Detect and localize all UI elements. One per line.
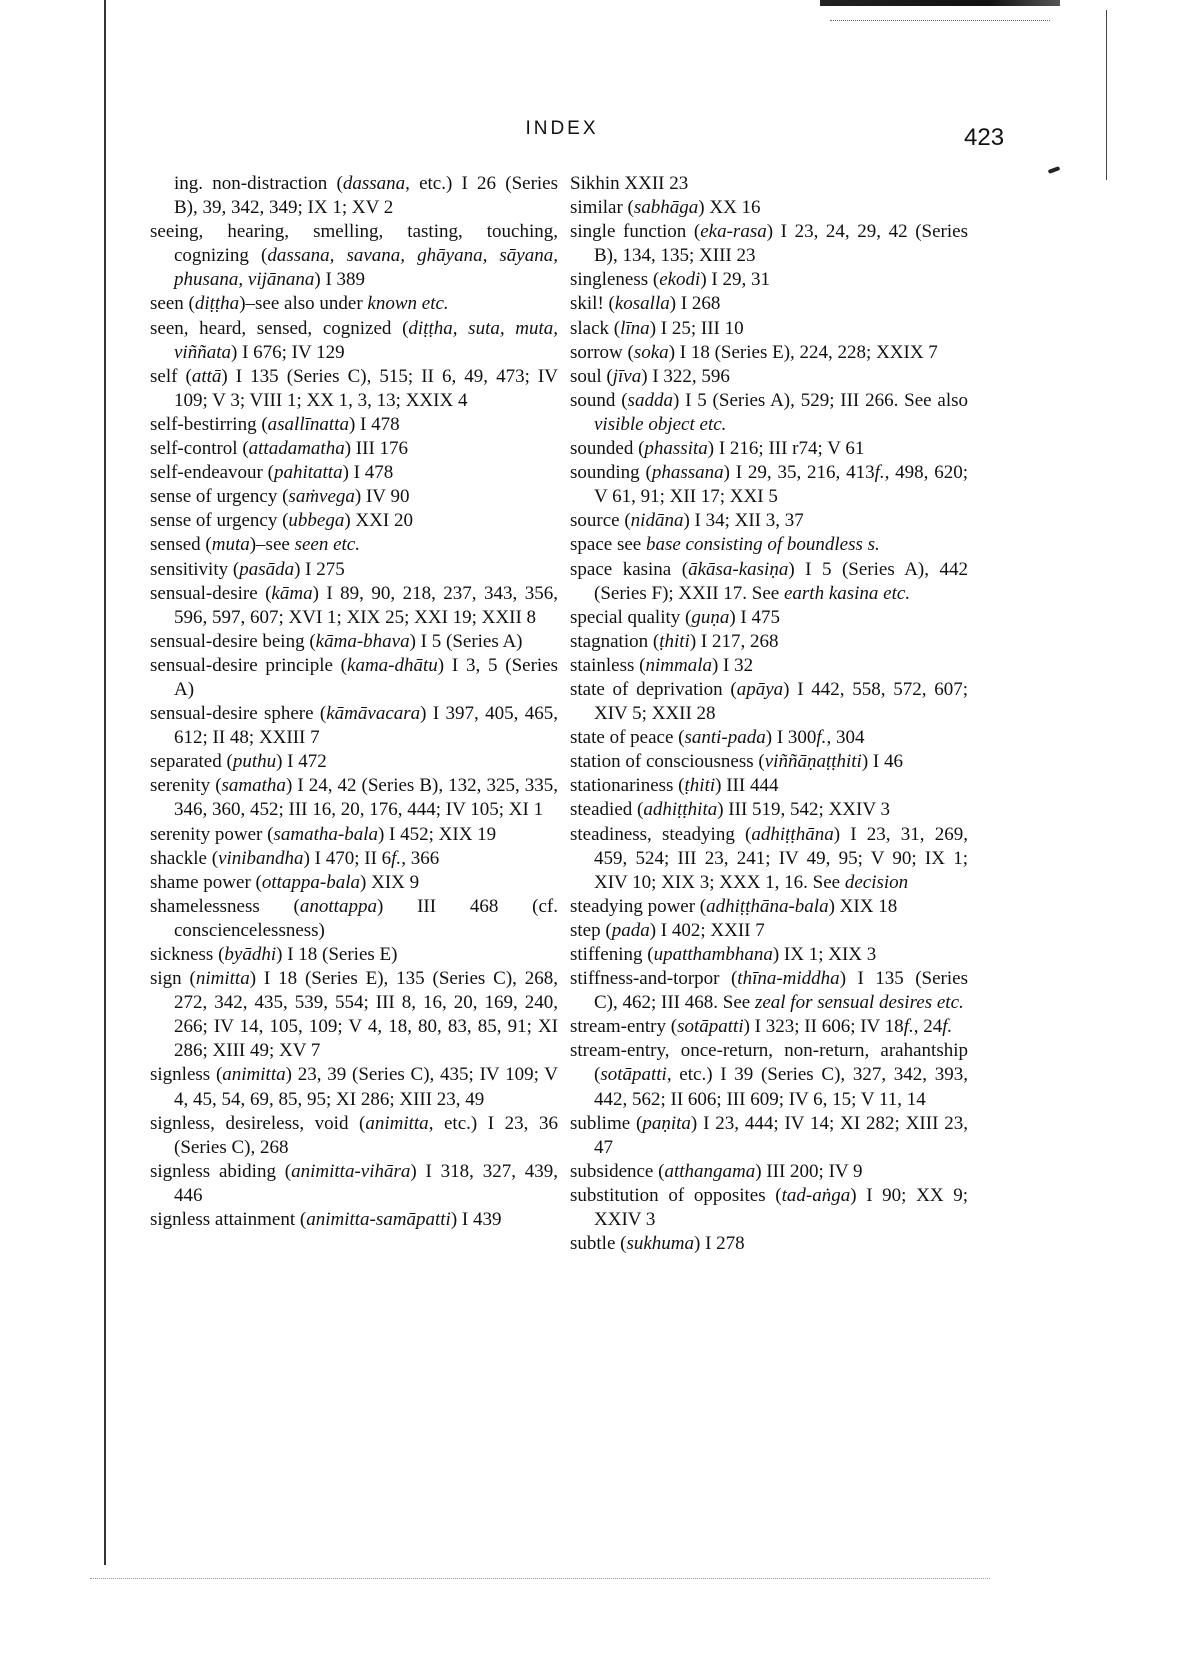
entry-text: ) I 18 (Series E) [276,944,398,965]
index-entry [150,702,558,750]
entry-text: serenity ( [150,775,222,797]
entry-text: step ( [570,919,612,941]
entry-text: ) I 46 [861,751,903,773]
entry-text: ) I 5 (Series A) [409,630,523,652]
running-head-text: INDEX [525,118,599,139]
pali-term: earth kasina etc. [783,582,911,604]
pali-term: f. [816,727,827,749]
pali-term: known etc. [367,293,449,315]
entry-text: sorrow ( [570,341,634,363]
entry-text: ) III 176 [344,438,409,460]
entry-text: ) I 275 [294,558,345,580]
entry-text: stiffening ( [570,944,654,965]
entry-text: soul ( [570,365,613,387]
entry-text: , 24 [913,1016,943,1038]
entry-text: stream-entry, once-return, non-return, arahantship ( [570,1040,968,1086]
entry-text: , 304 [826,727,865,749]
pali-term: kāmāvacara [326,703,421,725]
pali-term: f. [903,1016,914,1038]
index-entry [150,317,558,365]
pali-term: adhiṭṭhāna-bala [706,895,829,917]
entry-text: ) IV 90 [354,486,410,508]
index-entry [150,1160,558,1208]
pali-term: puthu [232,751,277,773]
pali-term: decision [844,871,909,893]
entry-text: sense of urgency ( [150,486,289,508]
entry-text: stainless ( [570,654,646,676]
pali-term: sukhuma [626,1233,695,1255]
index-entry [570,220,968,268]
entry-text: , 366 [401,847,440,869]
entry-text: steadied ( [570,799,644,821]
entry-text: stationariness ( [570,775,685,797]
pali-term: kāma-bhava [315,630,410,652]
entry-text: ) I 323; II 606; IV 18 [743,1016,904,1038]
entry-text: ) I 3, 5 (Series A) [174,654,558,700]
entry-text: ) I 475 [729,606,781,628]
pali-term: adhiṭṭhāna [751,823,834,845]
index-entry [570,750,968,774]
pali-term: f. [391,847,402,869]
pali-term: nidāna [630,510,684,532]
pali-term: diṭṭha, suta, muta, viññata [174,317,559,363]
entry-text: signless ( [150,1064,223,1086]
pali-term: byādhi [224,944,277,965]
index-entry [570,437,968,461]
entry-text: )–see also under [239,293,368,315]
index-entry [570,654,968,678]
pali-term: f. [874,462,885,484]
index-entry [570,606,968,630]
pali-term: ubbega [288,510,345,532]
pali-term: ottappa-bala [261,871,361,893]
entry-text: ) I 23, 24, 29, 42 (Series B), 134, 135; XIII 23 [594,221,968,267]
entry-text: ) I 318, 327, 439, 446 [174,1160,559,1206]
entry-text: ) III 444 [715,775,779,797]
pali-term: tad-aṅga [781,1184,851,1206]
entry-text: sounded ( [570,438,645,460]
index-entry [570,678,968,726]
entry-text: Sikhin XXII 23 [570,173,689,194]
entry-text: , 498, 620; V 61, 91; XII 17; XXI 5 [594,462,969,508]
index-entry [150,1208,558,1232]
entry-text: sign ( [150,968,196,990]
entry-text: subtle ( [570,1233,627,1255]
pali-term: samatha [221,775,286,797]
index-entry [570,1015,968,1039]
entry-text: sensual-desire ( [150,582,272,604]
index-entry [150,943,558,967]
index-entry [150,365,558,413]
index-entry [150,1112,558,1160]
pali-term: ekodi [659,269,701,291]
pali-term: samatha-bala [273,823,378,845]
pali-term: nimitta [195,968,250,990]
pali-term: pada [611,919,650,941]
entry-text: ) I 216; III r74; V 61 [707,438,865,460]
entry-text: ) I 89, 90, 218, 237, 343, 356, 596, 597, 607; XVI 1; XIX 25; XXI 19; XXII 8 [174,582,558,628]
entry-text: sensual-desire being ( [150,630,316,652]
pali-term: sotāpatti [677,1016,744,1038]
entry-text: ) I 217, 268 [689,630,779,652]
entry-text: ) I 676; IV 129 [231,341,345,363]
page-right-edge [1106,10,1107,180]
pali-term: vinibandha [218,847,304,869]
page-left-edge [104,0,106,1565]
index-entry [150,823,558,847]
index-entry [570,509,968,533]
pali-term: adhiṭṭhita [643,799,718,821]
entry-text: ) III 519, 542; XXIV 3 [717,799,890,821]
index-entry [570,1039,968,1111]
pali-term: kāma [271,582,313,604]
scan-smudge [1048,166,1061,174]
pali-term: f. [942,1016,953,1038]
entry-text: ) I 470; II 6 [303,847,392,869]
entry-text: ) I 397, 405, 465, 612; II 48; XXIII 7 [174,703,558,749]
entry-text: similar ( [570,197,634,219]
index-column-left [150,172,558,1232]
entry-text: ) I 300 [765,727,817,749]
entry-text: sensitivity ( [150,558,240,580]
entry-text: serenity power ( [150,823,274,845]
pali-term: animitta [365,1112,429,1134]
entry-text: ) III 200; IV 9 [755,1160,863,1182]
entry-text: sounding ( [570,462,652,484]
entry-text: ) I 24, 42 (Series B), 132, 325, 335, 346, 360, 452; III 16, 20, 176, 444; IV 105; XI 1 [174,775,558,821]
index-entry [150,847,558,871]
entry-text: space see [570,534,646,556]
index-entry [570,268,968,292]
index-entry [150,895,558,943]
index-entry [570,895,968,919]
entry-text: , etc.) I 23, 36 (Series C), 268 [174,1112,558,1158]
entry-text: self ( [150,365,192,387]
pali-term: animitta-vihāra [291,1160,411,1182]
index-entry [150,485,558,509]
pali-term: sadda [627,389,673,411]
pali-term: upatthambhana [653,944,773,965]
entry-text: ) XXI 20 [344,510,413,532]
pali-term: dassana, savana, ghāyana, sāyana, phusana, vijānana [174,245,558,291]
index-entry [150,654,558,702]
entry-text: stagnation ( [570,630,660,652]
entry-text: space kasina ( [570,558,689,580]
entry-text: ) I 452; XIX 19 [377,823,497,845]
entry-text: signless attainment ( [150,1209,307,1231]
entry-text: ) I 439 [450,1209,502,1231]
entry-text: ) I 29, 35, 216, 413 [723,462,875,484]
entry-text: ) 23, 39 (Series C), 435; IV 109; V 4, 45, 54, 69, 85, 95; XI 286; XIII 23, 49 [174,1064,559,1110]
entry-text: self-control ( [150,438,249,460]
entry-text: subsidence ( [570,1160,665,1182]
index-entry [570,967,968,1015]
entry-text: sickness ( [150,944,225,965]
pali-term: santi-pada [684,727,766,749]
pali-term: muta [211,534,250,556]
pali-term: kosalla [614,293,670,315]
entry-text: seen, heard, sensed, cognized ( [150,317,409,339]
pali-term: guṇa [691,606,730,628]
index-entry [570,774,968,798]
index-entry [570,558,968,606]
entry-text: ) I 478 [342,462,394,484]
pali-term: nimmala [645,654,712,676]
index-entry [570,798,968,822]
pali-term: asallīnatta [267,413,349,435]
entry-text: ) I 5 (Series A), 529; III 266. See also [672,389,968,411]
index-entry [570,196,968,220]
entry-text: singleness ( [570,269,660,291]
pali-term: attadamatha [248,438,345,460]
pali-term: kama-dhātu [347,654,438,676]
entry-text: sensed ( [150,534,212,556]
entry-text: special quality ( [570,606,692,628]
index-entry [570,365,968,389]
entry-text: ) I 34; XII 3, 37 [683,510,804,532]
pali-term: sotāpatti [600,1064,667,1086]
index-entry [150,630,558,654]
pali-term: pahitatta [273,462,343,484]
pali-term: līna [620,317,650,339]
entry-text: ) I 25; III 10 [649,317,744,339]
entry-text: ing. non-distraction ( [174,173,343,194]
index-entry [150,871,558,895]
index-entry [150,220,558,292]
pali-term: phassana [651,462,724,484]
index-entry [570,1184,968,1232]
index-entry [150,533,558,557]
page-number: 423 [964,124,1005,151]
entry-text: ) XIX 18 [828,895,898,917]
entry-text: shame power ( [150,871,262,893]
pali-term: visible object etc. [594,413,727,435]
index-entry [150,172,558,220]
index-entry [150,437,558,461]
entry-text: ) I 90; XX 9; XXIV 3 [594,1184,968,1231]
pali-term: animitta-samāpatti [306,1209,451,1231]
index-entry [570,461,968,509]
pali-term: apāya [736,678,784,700]
index-entry [570,919,968,943]
pali-term: jīva [612,365,642,387]
pali-term: dassana [342,173,406,194]
pali-term: saṁvega [288,486,355,508]
index-entry [570,630,968,654]
entry-text: ) I 278 [694,1233,745,1255]
entry-text: single function ( [570,221,701,243]
index-entry [150,774,558,822]
pali-term: atthangama [664,1160,756,1182]
entry-text: sublime ( [570,1112,643,1134]
entry-text: ) I 322, 596 [641,365,730,387]
pali-term: paṇita [642,1112,691,1134]
index-entry [570,533,968,557]
entry-text: ) XIX 9 [360,871,420,893]
index-entry [150,582,558,630]
scan-edge-shadow [820,0,1060,6]
entry-text: shamelessness ( [150,895,300,917]
pali-term: phassita [644,438,708,460]
entry-text: shackle ( [150,847,219,869]
scan-noise [830,20,1050,24]
entry-text: sound ( [570,389,628,411]
index-entry [570,292,968,316]
pali-term: base consisting of boundless s. [645,534,880,556]
index-entry [570,341,968,365]
entry-text: slack ( [570,317,621,339]
entry-text: self-bestirring ( [150,413,268,435]
entry-text: , etc.) I 39 (Series C), 327, 342, 393, 442, 562; II 606; III 609; IV 6, 15; V 11, 14 [594,1064,968,1110]
index-entry [150,461,558,485]
entry-text: state of deprivation ( [570,678,737,700]
pali-term: animitta [222,1064,286,1086]
entry-text: sensual-desire sphere ( [150,703,327,725]
entry-text: )–see [249,534,295,556]
entry-text: , etc.) I 26 (Series B), 39, 342, 349; IX 1; XV 2 [174,173,559,219]
entry-text: ) I 135 (Series C), 462; III 468. See [594,968,968,1014]
index-entry [570,389,968,437]
entry-text: ) I 29, 31 [700,269,770,291]
entry-text: substitution of opposites ( [570,1184,782,1206]
pali-term: zeal for sensual desires etc. [754,992,964,1014]
running-head [0,118,1184,140]
pali-term: diṭṭha [194,293,240,315]
entry-text: ) I 32 [711,654,754,676]
index-entry [570,1160,968,1184]
index-entry [150,292,558,316]
entry-text: ) I 268 [669,293,721,315]
index-entry [150,558,558,582]
pali-term: soka [633,341,669,363]
index-entry [570,317,968,341]
entry-text: ) I 442, 558, 572, 607; XIV 5; XXII 28 [594,678,968,725]
entry-text: skil! ( [570,293,615,315]
pali-term: seen etc. [294,534,360,556]
index-entry [570,172,968,196]
index-entry [570,1112,968,1160]
index-column-right [570,172,968,1256]
entry-text: ) I 402; XXII 7 [649,919,765,941]
pali-term: sabhāga [633,197,699,219]
entry-text: steadying power ( [570,895,707,917]
pali-term: anottappa [299,895,377,917]
index-entry [150,967,558,1063]
index-entry [150,1063,558,1111]
entry-text: ) I 23, 444; IV 14; XI 282; XIII 23, 47 [594,1112,968,1158]
index-entry [570,1232,968,1256]
pali-term: ṭhiti [684,775,716,797]
entry-text: sensual-desire principle ( [150,654,348,676]
entry-text: ) I 135 (Series C), 515; II 6, 49, 473; IV 109; V 3; VIII 1; XX 1, 3, 13; XXIX 4 [174,365,558,411]
entry-text: steadiness, steadying ( [570,823,752,845]
entry-text: sense of urgency ( [150,510,289,532]
index-entry [150,413,558,437]
entry-text: ) IX 1; XIX 3 [772,944,877,965]
entry-text: station of consciousness ( [570,751,765,773]
pali-term: thīna-middha [737,968,840,990]
index-entry [570,726,968,750]
entry-text: ) I 18 (Series E), 135 (Series C), 268, 272, 342, 435, 539, 554; III 8, 16, 20, 169, 240, 266; IV 14, 105, 109; V 4, 18, 80, 83, 85, 91; XI 286; XIII 49; XV 7 [174,968,559,1062]
scan-noise-bottom [90,1578,990,1581]
pali-term: ṭhiti [659,630,690,652]
entry-text: state of peace ( [570,727,685,749]
entry-text: source ( [570,510,631,532]
entry-text: ) I 23, 31, 269, 459, 524; III 23, 241; IV 49, 95; V 90; IX 1; XIV 10; XIX 3; XXX 1, 16. See [594,823,968,893]
index-entry [570,943,968,967]
entry-text: ) I 478 [348,413,400,435]
entry-text: self-endeavour ( [150,462,274,484]
index-entry [570,823,968,895]
entry-text: stream-entry ( [570,1016,678,1038]
pali-term: eka-rasa [700,221,767,243]
entry-text: ) III 468 (cf. consciencelessness) [174,895,558,941]
entry-text: signless abiding ( [150,1160,292,1182]
pali-term: pasāda [239,558,295,580]
index-entry [150,750,558,774]
pali-term: viññāṇaṭṭhiti [764,751,862,773]
entry-text: seen ( [150,293,195,315]
entry-text: seeing, hearing, smelling, tasting, touching, cognizing ( [150,221,558,267]
entry-text: ) I 18 (Series E), 224, 228; XXIX 7 [668,341,938,363]
entry-text: ) I 472 [276,751,327,773]
index-entry [150,509,558,533]
entry-text: separated ( [150,751,233,773]
entry-text: ) I 5 (Series A), 442 (Series F); XXII 17. See [594,558,968,604]
pali-term: ākāsa-kasiṇa [688,558,789,580]
entry-text: ) XX 16 [698,197,761,219]
pali-term: attā [191,365,222,387]
entry-text: signless, desireless, void ( [150,1112,366,1134]
entry-text: stiffness-and-torpor ( [570,968,738,990]
entry-text: ) I 389 [314,269,366,291]
